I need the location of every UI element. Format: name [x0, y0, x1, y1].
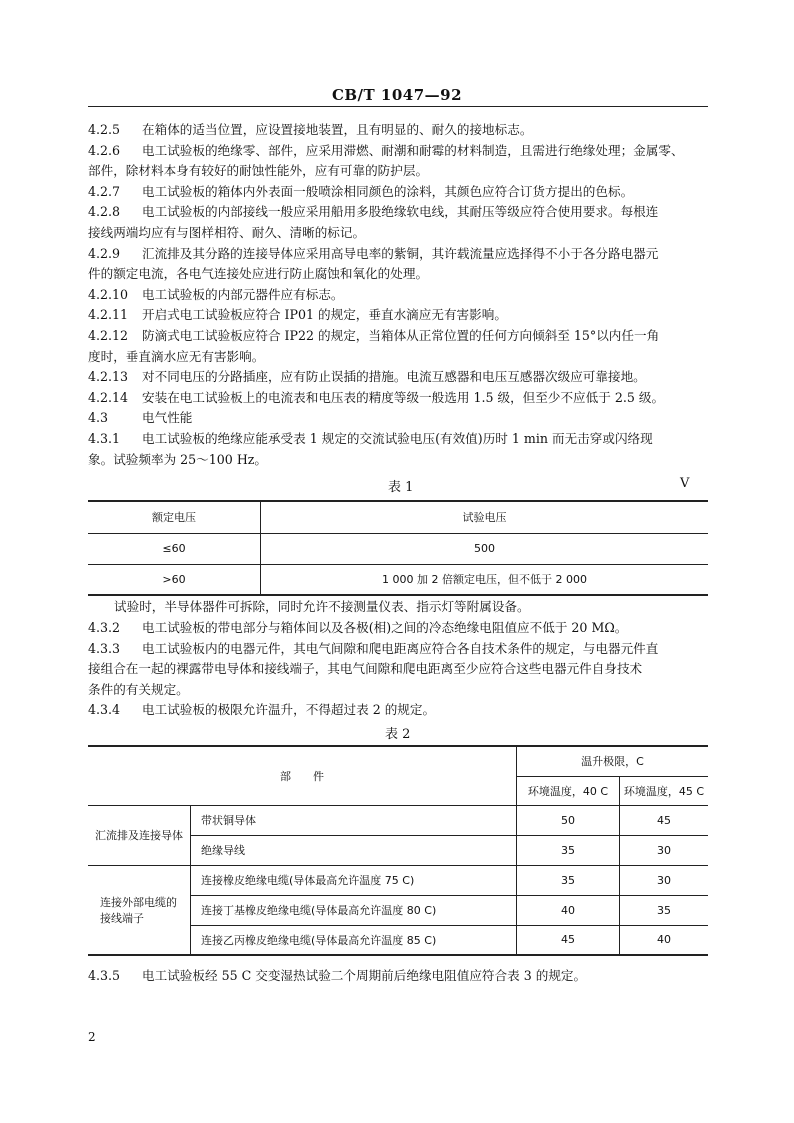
clause-text: 电工试验板经 55 C 交变湿热试验二个周期前后绝缘电阻值应符合表 3 的规定。 [142, 968, 587, 983]
table2-value-cell: 40 [620, 925, 709, 955]
table2-part-cell: 绝缘导线 [191, 835, 517, 865]
clause-line [88, 429, 708, 450]
table2-value-cell: 35 [620, 895, 709, 925]
clause-text: 度时，垂直滴水应无有害影响。 [88, 348, 265, 364]
clause-number: 4.3.5 [88, 968, 121, 983]
clause-text: 防滴式电工试验板应符合 IP22 的规定，当箱体从正常位置的任何方向倾斜至 15°以内任一角 [142, 328, 660, 343]
table2-value-cell: 35 [517, 835, 620, 865]
clause-line [88, 244, 708, 265]
table2-value-cell: 50 [517, 805, 620, 835]
table2-header-40: 环境温度，40 C [517, 776, 620, 805]
clause-text: 接组合在一起的裸露带电导体和接线端子，其电气间隙和爬电距离至少应符合这些电器元件自身技术 [88, 661, 643, 677]
clause-number: 4.2.5 [88, 122, 121, 137]
table1-note: 试验时，半导体器件可拆除，同时允许不接测量仪表、指示灯等附属设备。 [114, 599, 530, 614]
table2-group-name: 连接外部电缆的接线端子 [88, 865, 191, 955]
table1-header-rated: 额定电压 [152, 511, 196, 525]
clause-line [88, 659, 708, 680]
table2-value-cell: 30 [620, 865, 709, 895]
clause-number: 4.2.9 [88, 245, 121, 261]
clause-line [88, 326, 708, 347]
clause-text: 条件的有关规定。 [88, 681, 189, 697]
table2-caption: 表 2 [385, 727, 411, 742]
clause-line [88, 680, 708, 701]
clause-number: 4.3.2 [88, 620, 121, 635]
table-1 [88, 500, 708, 596]
table1-cell: 500 [261, 533, 709, 564]
clause-text: 电工试验板内的电器元件，其电气间隙和爬电距离应符合各自技术条件的规定，与电器元件直 [142, 640, 659, 656]
clause-number: 4.3.4 [88, 702, 121, 718]
clause-text: 安装在电工试验板上的电流表和电压表的精度等级一般选用 1.5 级，但至少不应低于 2.5 级。 [142, 389, 665, 405]
clause-number: 4.2.7 [88, 183, 121, 199]
clause-line [88, 285, 708, 306]
table1-caption: 表 1 [388, 480, 414, 495]
clause-line [88, 347, 708, 368]
clause-line [88, 618, 708, 639]
clause-number: 4.3.1 [88, 431, 121, 446]
clause-text: 电工试验板的带电部分与箱体间以及各极(相)之间的冷态绝缘电阻值应不低于 20 MΩ。 [142, 620, 628, 635]
table2-part-cell: 连接橡皮绝缘电缆(导体最高允许温度 75 C) [191, 865, 517, 895]
table2-value-cell: 45 [620, 805, 709, 835]
table2-value-cell: 45 [517, 925, 620, 955]
clause-text: 电气性能 [142, 410, 193, 426]
clause-text: 象。试验频率为 25～100 Hz。 [88, 451, 268, 467]
clause-number: 4.2.13 [88, 369, 129, 385]
clause-number: 4.2.6 [88, 142, 121, 158]
table2-header-temp: 温升极限，C [517, 746, 709, 776]
clause-line [88, 639, 708, 660]
clause-text: 电工试验板的内部接线一般应采用船用多股绝缘软电线，其耐压等级应符合使用要求。每根连 [142, 204, 659, 220]
clause-text: 接线两端均应有与图样相符、耐久、清晰的标记。 [88, 225, 366, 240]
clause-number: 4.2.14 [88, 389, 129, 405]
clause-text: 在箱体的适当位置，应设置接地装置，且有明显的、耐久的接地标志。 [142, 122, 533, 137]
header-rule [88, 106, 708, 107]
table2-value-cell: 35 [517, 865, 620, 895]
clause-text: 电工试验板的箱体内外表面一般喷涂相同颜色的涂料，其颜色应符合订货方提出的色标。 [142, 183, 634, 199]
clause-number: 4.2.10 [88, 286, 129, 302]
clause-number: 4.2.12 [88, 328, 129, 343]
clause-line [88, 120, 708, 141]
clause-text: 电工试验板的绝缘应能承受表 1 规定的交流试验电压(有效值)历时 1 min 而无击穿或闪络现 [142, 431, 653, 446]
header-code: CB/T 1047—92 [331, 86, 463, 104]
clause-number: 4.2.8 [88, 204, 121, 220]
table2-part-cell: 连接丁基橡皮绝缘电缆(导体最高允许温度 80 C) [191, 895, 517, 925]
table2-header-part: 部 件 [88, 746, 517, 805]
table2-group-name: 汇流排及连接导体 [88, 805, 191, 865]
table-2 [88, 745, 708, 956]
table2-part-cell: 连接乙丙橡皮绝缘电缆(导体最高允许温度 85 C) [191, 925, 517, 955]
clause-text: 件的额定电流，各电气连接处应进行防止腐蚀和氧化的处理。 [88, 266, 429, 282]
table2-value-cell: 40 [517, 895, 620, 925]
table1-unit: V [680, 476, 690, 491]
table2-part-cell: 带状铜导体 [191, 805, 517, 835]
clause-4-3-5 [88, 966, 708, 987]
clause-line [88, 141, 708, 162]
page-number: 2 [88, 1030, 96, 1044]
clause-text: 电工试验板的内部元器件应有标志。 [142, 286, 344, 302]
table2-value-cell: 30 [620, 835, 709, 865]
clause-number: 4.2.11 [88, 307, 129, 323]
clause-text: 部件，除材料本身有较好的耐蚀性能外，应有可靠的防护层。 [88, 163, 429, 179]
table1-cell: 1 000 加 2 倍额定电压，但不低于 2 000 [261, 564, 709, 595]
table1-cell: ≤60 [162, 542, 186, 555]
clause-line [88, 305, 708, 326]
clause-number: 4.3.3 [88, 640, 121, 656]
clause-number: 4.3 [88, 410, 109, 426]
clause-line [88, 202, 708, 223]
clause-text: 开启式电工试验板应符合 IP01 的规定，垂直水滴应无有害影响。 [142, 307, 507, 323]
clause-line [88, 182, 708, 203]
clause-line [88, 408, 708, 429]
clause-line [88, 450, 708, 471]
table2-header-45: 环境温度，45 C [620, 776, 709, 805]
clause-text: 对不同电压的分路插座，应有防止误插的措施。电流互感器和电压互感器次级应可靠接地。 [142, 369, 646, 385]
clause-text: 汇流排及其分路的连接导体应采用高导电率的紫铜，其许载流量应选择得不小于各分路电器元 [142, 245, 659, 261]
table1-cell: >60 [162, 572, 186, 586]
clause-text: 电工试验板的绝缘零、部件，应采用滞燃、耐潮和耐霉的材料制造，且需进行绝缘处理；金属零、 [142, 142, 684, 158]
clause-line [88, 161, 708, 182]
clause-line [88, 264, 708, 285]
table1-header-test: 试验电压 [261, 501, 709, 533]
clause-text: 电工试验板的极限允许温升，不得超过表 2 的规定。 [142, 702, 436, 718]
clause-line [88, 388, 708, 409]
clause-line [88, 367, 708, 388]
clause-line [88, 223, 708, 244]
clause-line [88, 700, 708, 721]
